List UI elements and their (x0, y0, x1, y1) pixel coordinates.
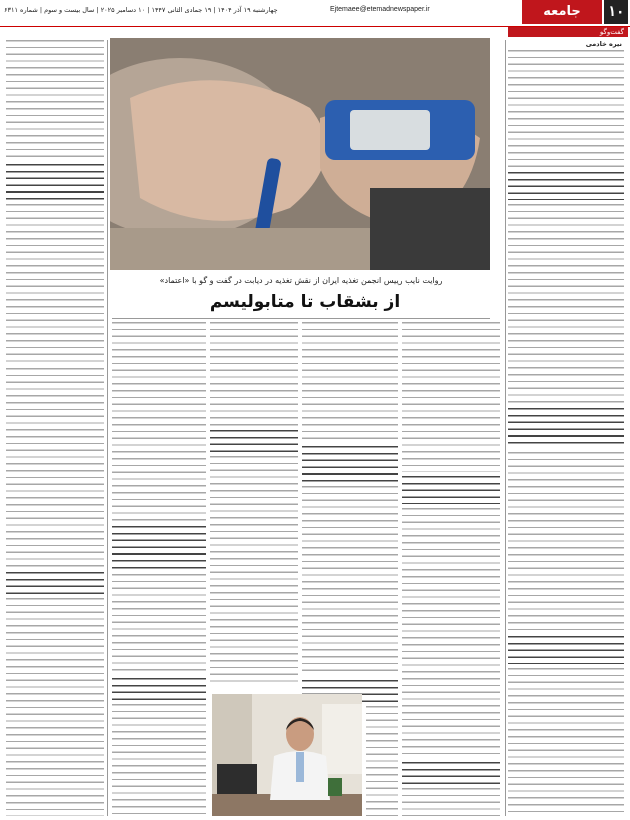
question-text (508, 636, 624, 664)
body-text (112, 704, 206, 816)
question-text (508, 408, 624, 448)
interviewee-photo (212, 694, 362, 816)
section-tag: گفت‌وگو (508, 27, 628, 37)
body-text (210, 322, 298, 426)
doctor-illustration (212, 694, 362, 816)
answer-text (508, 204, 624, 404)
issue-dateline: چهارشنبه ۱۹ آذر ۱۴۰۴ | ۱۹ جمادی الثانی ۱۴۴۷ | ۱۰ دسامبر ۲۰۲۵ | سال بیست و سوم | شماره ۶۳۱۱ (4, 6, 278, 14)
question-text (112, 678, 206, 700)
body-text (302, 486, 398, 676)
body-text (302, 322, 398, 442)
question-text (508, 172, 624, 200)
body-text (112, 322, 206, 522)
kicker: روایت نایب رییس انجمن تغذیه ایران از نقش تغذیه در دیابت در گفت و گو با «اعتماد» (159, 276, 443, 285)
glucose-meter-illustration (110, 38, 490, 270)
column-divider (107, 40, 108, 816)
question-text (210, 430, 298, 452)
body-text (402, 322, 500, 472)
question-text (6, 572, 104, 594)
headline-rule (112, 318, 490, 319)
intro-text (508, 50, 624, 168)
section-name: جامعه (522, 0, 602, 24)
question-text (402, 762, 500, 784)
body-text (366, 706, 398, 816)
answer-text (508, 452, 624, 632)
body-text (6, 598, 104, 816)
column-divider (505, 40, 506, 816)
question-text (402, 476, 500, 504)
body-text (402, 508, 500, 758)
body-text (6, 40, 104, 160)
body-text (210, 456, 298, 686)
question-text (302, 446, 398, 482)
page-header (0, 0, 630, 27)
answer-text (508, 668, 624, 816)
body-text (402, 788, 500, 816)
section-email: Ejtemaee@etemadnewspaper.ir (330, 6, 430, 13)
question-text (112, 526, 206, 570)
page-number: ۱۰ (604, 0, 628, 24)
question-text (6, 164, 104, 200)
main-photo (110, 38, 490, 270)
headline: از بشقاب تا متابولیسم (209, 292, 401, 312)
body-text (112, 574, 206, 674)
byline: نیره خادمی (585, 40, 622, 48)
body-text (6, 368, 104, 568)
body-text (6, 204, 104, 364)
